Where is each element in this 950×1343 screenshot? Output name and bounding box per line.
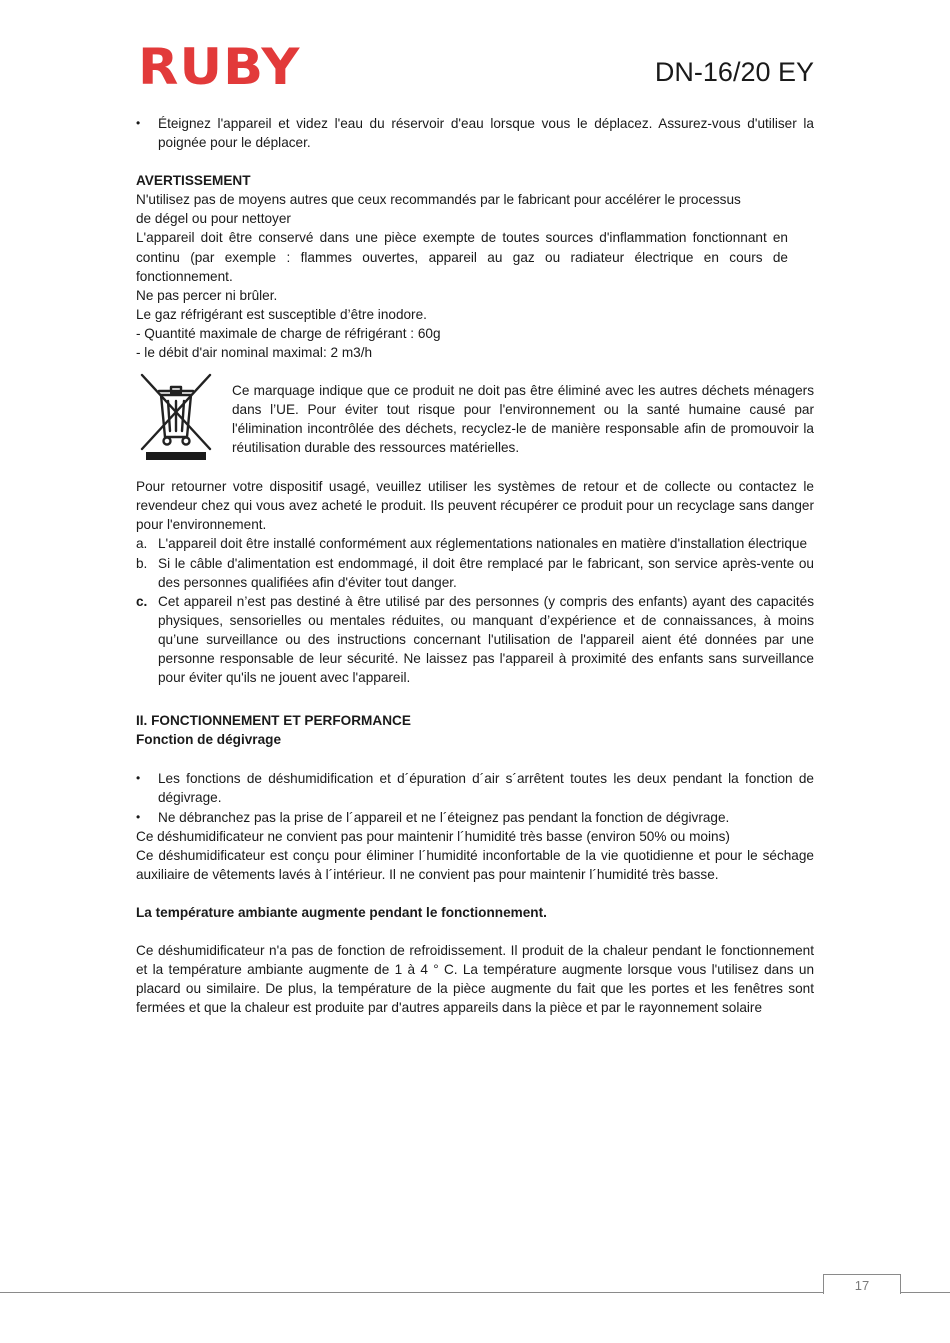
- section-line: Ce déshumidificateur ne convient pas pour maintenir l´humidité très basse (environ 50% ou moins): [136, 828, 730, 844]
- defrost-bullet: • Ne débranchez pas la prise de l´appareil et ne l´éteignez pas pendant la fonction de dégivrage.: [136, 808, 814, 827]
- list-item-text: Si le câble d'alimentation est endommagé, il doit être remplacé par le fabricant, son service après-vente ou des personnes qualifiées afin d'éviter tout danger.: [158, 555, 814, 590]
- list-item: [136, 534, 814, 553]
- list-letter: c.: [136, 593, 148, 609]
- list-item: [136, 554, 814, 592]
- page-number: 17: [823, 1274, 901, 1294]
- brand-logo: RUBY: [138, 38, 301, 96]
- intro-bullet: • Éteignez l'appareil et videz l'eau du réservoir d'eau lorsque vous le déplacez. Assurez-vous d'utiliser la poignée pour le déplacer.: [136, 114, 814, 152]
- warning-line: Ne pas percer ni brûler.: [136, 287, 278, 303]
- list-item-text: Cet appareil n’est pas destiné à être utilisé par des personnes (y compris des enfants) ayant des capacités physiques, sensorielles ou mentales réduites, ou manquant d’expérience et de connaissances, à moins qu’une surveillance ou des instructions concernant l'utilisation de l'appareil aient été données par une personne responsable de leur sécurité. Ne laissez pas l'appareil à proximité des enfants sans surveillance pour éviter qu'ils ne jouent avec l'appareil.: [158, 593, 814, 686]
- temperature-heading: La température ambiante augmente pendant le fonctionnement.: [136, 904, 547, 920]
- warning-line: - le débit d'air nominal maximal: 2 m3/h: [136, 345, 373, 361]
- crossed-out-wheelie-bin-icon: [138, 371, 214, 461]
- footer-divider: [0, 1292, 950, 1293]
- temperature-paragraph: Ce déshumidificateur n'a pas de fonction de refroidissement. Il produit de la chaleur pendant le fonctionnement et la température ambiante augmente de 1 à 4 ° C. La température augmente lorsque vous l'utilisez dans un placard ou similaire. De plus, la température de la pièce augmente du fait que les portes et les fenêtres sont fermées et que la chaleur est produite par d'autres appareils dans la pièce et par le rayonnement solaire: [136, 943, 814, 1016]
- warning-line: N'utilisez pas de moyens autres que ceux recommandés par le fabricant pour accélérer le processus de dégel ou pour nettoyer: [136, 192, 741, 227]
- list-letter: a.: [136, 536, 148, 552]
- defrost-bullet: • Les fonctions de déshumidification et d´épuration d´air s´arrêtent toutes les deux pendant la fonction de dégivrage.: [136, 769, 814, 807]
- list-item-text: L'appareil doit être installé conformément aux réglementations nationales en matière d'installation électrique: [158, 536, 808, 552]
- list-item: [136, 592, 814, 687]
- return-paragraph: Pour retourner votre dispositif usagé, veuillez utiliser les systèmes de retour et de collecte ou contactez le revendeur chez qui vous avez acheté le produit. Ils peuvent récupérer ce produit pour un recyclage sans danger pour l'environnement.: [136, 479, 814, 533]
- list-letter: b.: [136, 555, 148, 571]
- warning-line: L'appareil doit être conservé dans une pièce exempte de toutes sources d'inflammation fonctionnant en continu (par exemple : flammes ouvertes, appareil au gaz ou radiateur électrique en cours de fonctionnement.: [136, 230, 788, 284]
- weee-text: Ce marquage indique que ce produit ne doit pas être éliminé avec les autres déchets ménagers dans l’UE. Pour éviter tout risque pour l'environnement ou la santé humaine causé par l'élimination incontrôlée des déchets, recyclez-le de manière responsable afin de promouvoir la réutilisation durable des ressources matérielles.: [232, 383, 814, 456]
- warning-heading: AVERTISSEMENT: [136, 173, 251, 189]
- section-line: Ce déshumidificateur est conçu pour éliminer l´humidité inconfortable de la vie quotidienne et pour le séchage auxiliaire de vêtements lavés à l´intérieur. Il ne convient pas pour maintenir l´humidité très basse.: [136, 847, 814, 882]
- warning-line: - Quantité maximale de charge de réfrigérant : 60g: [136, 325, 441, 341]
- warning-line: Le gaz réfrigérant est susceptible d’être inodore.: [136, 306, 427, 322]
- section-subheading: Fonction de dégivrage: [136, 732, 282, 748]
- section-heading: II. FONCTIONNEMENT ET PERFORMANCE: [136, 713, 411, 729]
- weee-notice: [136, 371, 814, 467]
- document-body: [136, 114, 814, 1017]
- model-number: DN-16/20 EY: [654, 57, 814, 87]
